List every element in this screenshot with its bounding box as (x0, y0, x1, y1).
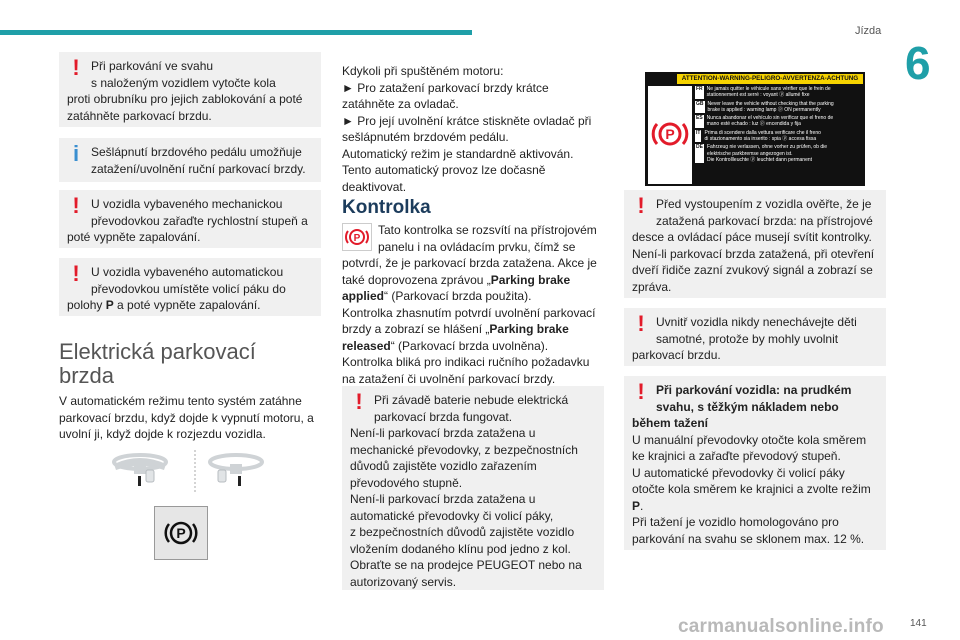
warning-icon: ! (637, 379, 645, 404)
warning-label-text: FR Ne jamais quitter le véhicule sans vérifier que le frein de stationnement est serré : voyant ⓟ allumé fixe GB Never leave the vehicle without checking that the parking brake is applied : warning lamp ⓟ ON permanently ES Nunca abandonar el vehículo sin verificar que el freno de mano esté echado : luz ⓟ encendida y fija IT Prima di scendere dalla vettura verificare che il freno di stazionamento sia inserito : spia ⓟ accesa fissa DE Fahrzeug nie verlassen, ohne vorher zu prüfen, ob die elektrische parkbremse angezogen ist. Die Kontrollleuchte ⓟ leuchtet dann permanent (696, 86, 834, 163)
box-text: parkovací brzdu. (632, 348, 721, 362)
intro-paragraph: V automatickém režimu tento systém zatáhne parkovací brzdu, když dojde k vypnutí motoru, a uvolní ji, když dojde k rozjezdu vozidla. (59, 394, 314, 441)
warning-box-automatic: ! U vozidla vybaveného automatickou převodovkou umístěte volicí páku do polohy P a poté vypněte zapalování. (59, 258, 321, 316)
warning-icon: ! (355, 389, 363, 414)
box-text: desce a ovládací páce musejí svítit kontrolky. Není-li parkovací brzda zatažená, při otevření dveří řidiče zazní zvukový signál a zobrazí se zpráva. (632, 230, 875, 294)
svg-text:P: P (176, 525, 186, 541)
warning-box-before-exit: ! Před vystoupením z vozidla ověřte, že je zatažená parkovací brzda: na přístrojové desce a ovládací páce musejí svítit kontrolky. Není-li parkovací brzda zatažená, při otevření dveří řidiče zazní zvukový signál a zobrazí se zpráva. (624, 190, 886, 298)
svg-text:P: P (353, 233, 361, 244)
warning-box-manual: ! U vozidla vybaveného mechanickou převodovkou zařaďte rychlostní stupeň a poté vypněte zapalování. (59, 190, 321, 248)
operation-instructions: Kdykoli při spuštěném motoru: ► Pro zatažení parkovací brzdy krátce zatáhněte za ovladač. ► Pro její uvolnění krátce stiskněte ovladač při sešlápnutém brzdovém pedálu. Automatický režim je standardně aktivován. Tento automatický provoz lze dočasně deaktivovat. (342, 64, 592, 194)
warning-icon: ! (72, 55, 80, 80)
info-icon: i (72, 141, 80, 166)
warning-icon: ! (72, 261, 80, 286)
section-heading-electric-brake: Elektrická parkovací brzda (59, 339, 256, 388)
warning-icon: ! (72, 193, 80, 218)
warning-box-slope: ! Při parkování ve svahu s naloženým vozidlem vytočte kola proti obrubníku pro jejich zablokování a poté zatáhněte parkovací brzdu. (59, 52, 321, 127)
box-text: během tažení U manuální převodovky otočte kola směrem ke krajnici a zařaďte převodový stupeň. U automatické převodovky či volicí páky otočte kola směrem ke krajnici a zvolte režim P. Při tažení je vozidlo homologováno pro parkování na svahu se sklonem max. 12 %. (632, 416, 871, 546)
brake-warning-lamp-icon (342, 223, 372, 251)
page-number: 141 (910, 618, 927, 629)
box-text: polohy P a poté vypněte zapalování. (67, 298, 261, 312)
header-accent-bar (0, 30, 472, 35)
box-text: Není-li parkovací brzda zatažena u mechanické převodovky, z bezpečnostních důvodů zajistěte vozidlo zařazením převodového stupně. Není-li parkovací brzda zatažena u automatické převodovky či volicí páky, z bezpečnostních důvodů zajistěte vozidlo vložením dodaného klínu pod jedno z kol. Obraťte se na prodejce PEUGEOT nebo na autorizovaný servis. (350, 426, 582, 589)
watermark: carmanualsonline.info (678, 616, 884, 637)
warning-icon: ! (637, 193, 645, 218)
info-box-pedal: i Sešlápnutí brzdového pedálu umožňuje zatažení/uvolnění ruční parkovací brzdy. (59, 138, 321, 182)
parking-brake-icon (155, 507, 207, 559)
warning-label-title: ATTENTION-WARNING-PELIGRO-AVVERTENZA-ACHTUNG (677, 74, 863, 84)
warning-box-children: ! Uvnitř vozidla nikdy nenechávejte děti samotné, protože by mohly uvolnit parkovací brzdu. (624, 308, 886, 366)
svg-text:P: P (665, 126, 675, 142)
indicator-text-top: Tato kontrolka se rozsvítí na přístrojovém panelu i na ovládacím prvku, čímž se (378, 223, 597, 254)
section-title: Jízda (855, 25, 882, 37)
box-text: proti obrubníku pro jejich zablokování a poté zatáhněte parkovací brzdu. (67, 92, 303, 123)
warning-box-battery: ! Při závadě baterie nebude elektrická parkovací brzda fungovat. Není-li parkovací brzda zatažena u mechanické převodovky, z bezpečnostních důvodů zajistěte vozidlo zařazením převodového stupně. Není-li parkovací brzda zatažena u automatické převodovky či volicí páky, z bezpečnostních důvodů zajistěte vozidlo vložením dodaného klínu pod jedno z kol. Obraťte se na prodejce PEUGEOT nebo na autorizovaný servis. (342, 386, 604, 590)
parking-brake-red-icon (648, 86, 692, 184)
box-text: poté vypněte zapalování. (67, 230, 201, 244)
warning-label-sticker (645, 72, 865, 186)
section-heading-indicator: Kontrolka (342, 197, 431, 218)
warning-box-steep-slope: ! Při parkování vozidla: na prudkém svahu, s těžkým nákladem nebo během tažení U manuální převodovky otočte kola směrem ke krajnici a zařaďte převodový stupeň. U automatické převodovky či volicí páky otočte kola směrem ke krajnici a zvolte režim P. Při tažení je vozidlo homologováno pro parkování na svahu se sklonem max. 12 %. (624, 376, 886, 550)
chapter-number: 6 (905, 37, 931, 89)
warning-icon: ! (637, 311, 645, 336)
indicator-text: potvrdí, že je parkovací brzda zatažena. Akce je také doprovozena zprávou „Parking brake applied“ (Parkovací brzda použita). Kontrolka zhasnutím potvrdí uvolnění parkovací brzdy a zobrazí se hlášení „Parking brake released“ (Parkovací brzda uvolněna). Kontrolka bliká pro indikaci ručního požadavku na zatažení či uvolnění parkovací brzdy. (342, 256, 597, 386)
steering-wheel-illustration (110, 448, 280, 496)
parking-brake-switch (154, 506, 208, 560)
